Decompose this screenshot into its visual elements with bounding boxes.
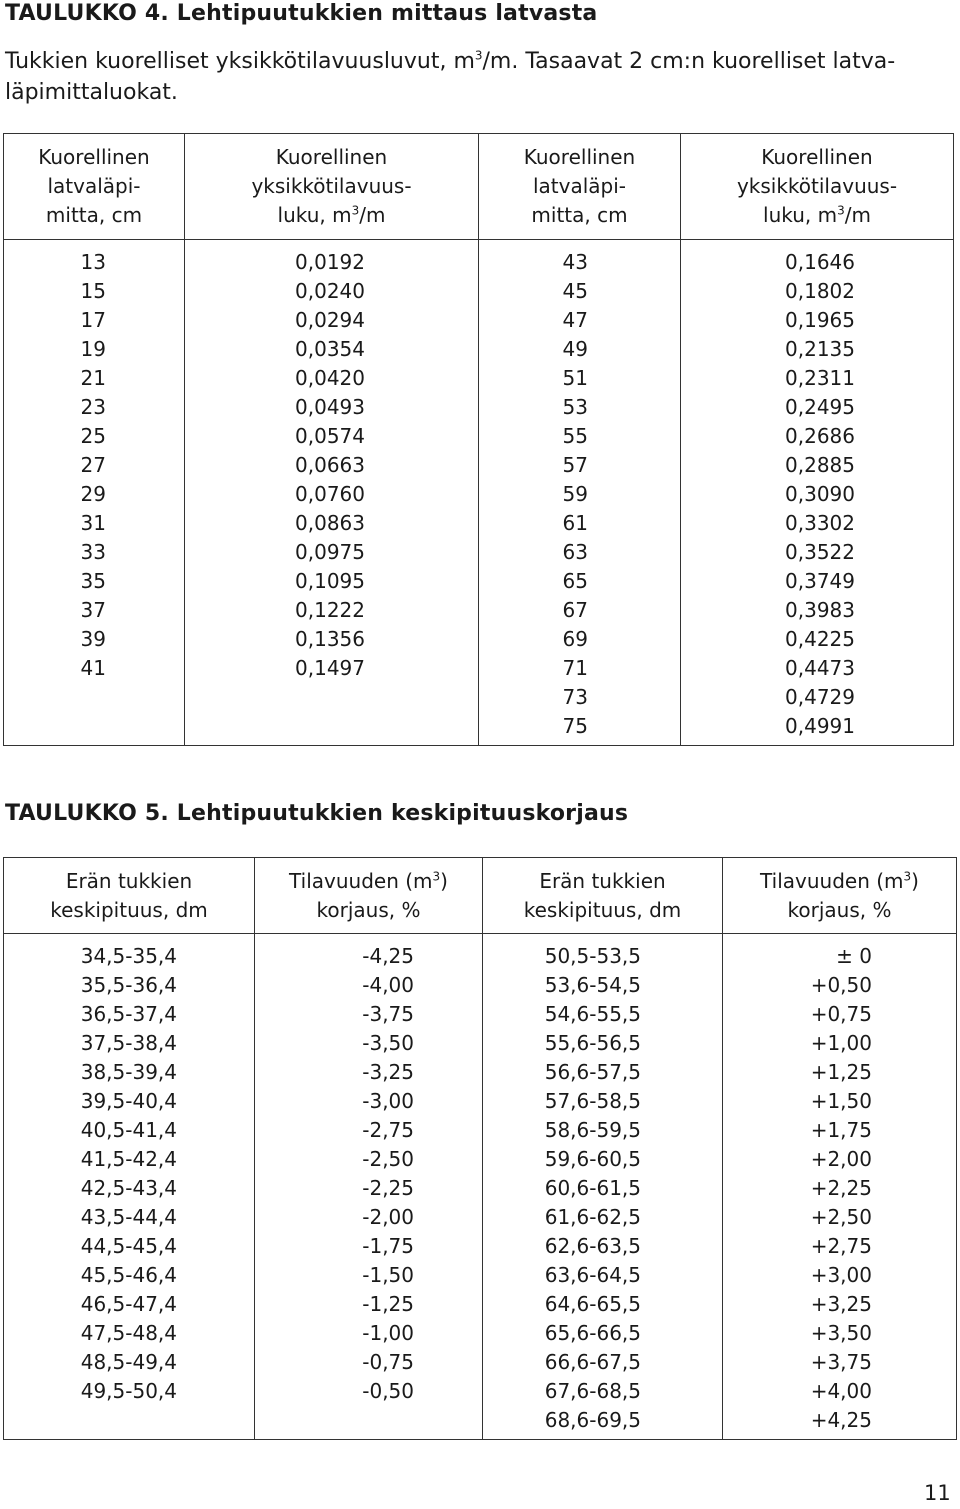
table4-cell: [4, 712, 185, 746]
table5-row: [4, 971, 957, 1000]
table5-row: [4, 1290, 957, 1319]
table4-row: [4, 596, 954, 625]
table5-cell: +3,00: [723, 1261, 957, 1290]
table4-cell: 0,3983: [681, 596, 954, 625]
table4-cell: 0,1965: [681, 306, 954, 335]
table5-cell: +0,50: [723, 971, 957, 1000]
table4-row: [4, 509, 954, 538]
table5-cell: -1,75: [255, 1232, 483, 1261]
table4-cell: [4, 683, 185, 712]
table5-row: [4, 1087, 957, 1116]
table4-cell: 19: [4, 335, 185, 364]
table5-header-length-1: Erän tukkien keskipituus, dm: [4, 858, 255, 934]
table5-cell: +2,00: [723, 1145, 957, 1174]
table5-cell: 35,5-36,4: [4, 971, 255, 1000]
table5-cell: -2,50: [255, 1145, 483, 1174]
table4-row: [4, 683, 954, 712]
table5-cell: 54,6-55,5: [483, 1000, 723, 1029]
table5-cell: 61,6-62,5: [483, 1203, 723, 1232]
table5-row: [4, 1319, 957, 1348]
table4-cell: 55: [479, 422, 681, 451]
table5-cell: [255, 1406, 483, 1440]
table4-cell: 0,4991: [681, 712, 954, 746]
table5: [3, 857, 957, 1440]
table4-cell: 0,0863: [185, 509, 479, 538]
table4-cell: 0,2885: [681, 451, 954, 480]
table5-row: [4, 1116, 957, 1145]
table4-cell: 23: [4, 393, 185, 422]
table5-cell: -0,75: [255, 1348, 483, 1377]
table4-cell: 0,0975: [185, 538, 479, 567]
table5-row: [4, 1058, 957, 1087]
table4-cell: 0,1095: [185, 567, 479, 596]
page-number: 11: [924, 1481, 951, 1505]
table4-cell: 0,0192: [185, 240, 479, 278]
table5-cell: 59,6-60,5: [483, 1145, 723, 1174]
table4-row: [4, 364, 954, 393]
table5-cell: 56,6-57,5: [483, 1058, 723, 1087]
table5-cell: -1,00: [255, 1319, 483, 1348]
table5-body: [4, 934, 957, 1440]
table5-cell: +1,50: [723, 1087, 957, 1116]
table5-row: [4, 1348, 957, 1377]
table4-row: [4, 240, 954, 278]
table5-row: [4, 1029, 957, 1058]
table5-cell: 42,5-43,4: [4, 1174, 255, 1203]
table4-cell: 73: [479, 683, 681, 712]
table5-cell: 38,5-39,4: [4, 1058, 255, 1087]
table5-cell: +0,75: [723, 1000, 957, 1029]
table5-cell: -3,00: [255, 1087, 483, 1116]
table4-header-diameter-1: Kuorellinen latvaläpi- mitta, cm: [4, 134, 185, 240]
table4-cell: 57: [479, 451, 681, 480]
table4-cell: 31: [4, 509, 185, 538]
table4-cell: 37: [4, 596, 185, 625]
table4-cell: 0,0354: [185, 335, 479, 364]
table4-cell: 63: [479, 538, 681, 567]
table4-cell: 61: [479, 509, 681, 538]
table4-body: [4, 240, 954, 746]
table5-cell: -2,00: [255, 1203, 483, 1232]
table4-row: [4, 480, 954, 509]
table4-cell: 17: [4, 306, 185, 335]
table4-cell: 0,1802: [681, 277, 954, 306]
table4-cell: 27: [4, 451, 185, 480]
table5-cell: -1,25: [255, 1290, 483, 1319]
table5-cell: 66,6-67,5: [483, 1348, 723, 1377]
table5-cell: +3,75: [723, 1348, 957, 1377]
table5-cell: 65,6-66,5: [483, 1319, 723, 1348]
table5-cell: -3,25: [255, 1058, 483, 1087]
table4-cell: 0,1222: [185, 596, 479, 625]
table4-cell: 51: [479, 364, 681, 393]
table5-cell: 68,6-69,5: [483, 1406, 723, 1440]
table5-cell: -1,50: [255, 1261, 483, 1290]
table5-cell: 44,5-45,4: [4, 1232, 255, 1261]
table4-cell: 65: [479, 567, 681, 596]
table4-row: [4, 277, 954, 306]
table4-cell: 0,3090: [681, 480, 954, 509]
table5-cell: 45,5-46,4: [4, 1261, 255, 1290]
table4-cell: 0,2495: [681, 393, 954, 422]
table4-cell: 0,4473: [681, 654, 954, 683]
table4-cell: 0,1497: [185, 654, 479, 683]
table5-cell: 39,5-40,4: [4, 1087, 255, 1116]
table5-cell: 41,5-42,4: [4, 1145, 255, 1174]
table4-cell: 0,0493: [185, 393, 479, 422]
table4-title: TAULUKKO 4. Lehtipuutukkien mittaus latvasta: [5, 1, 598, 26]
table5-cell: +3,25: [723, 1290, 957, 1319]
table4-cell: 0,0294: [185, 306, 479, 335]
table4-cell: 0,0240: [185, 277, 479, 306]
table5-row: [4, 1145, 957, 1174]
table4-header-volume-1: Kuorellinen yksikkötilavuus- luku, $m^3/m$: [185, 134, 479, 240]
table5-cell: 55,6-56,5: [483, 1029, 723, 1058]
table5-cell: +2,25: [723, 1174, 957, 1203]
table4-cell: 25: [4, 422, 185, 451]
table4-row: [4, 393, 954, 422]
table5-title: TAULUKKO 5. Lehtipuutukkien keskipituuskorjaus: [5, 801, 629, 826]
table4-cell: 47: [479, 306, 681, 335]
table4-cell: 33: [4, 538, 185, 567]
table5-cell: -0,50: [255, 1377, 483, 1406]
table4-cell: 71: [479, 654, 681, 683]
table5-row: [4, 1232, 957, 1261]
table5-cell: -3,50: [255, 1029, 483, 1058]
table5-cell: 49,5-50,4: [4, 1377, 255, 1406]
table4-cell: 21: [4, 364, 185, 393]
table4-cell: 43: [479, 240, 681, 278]
table5-cell: +1,00: [723, 1029, 957, 1058]
table4-intro: Tukkien kuorelliset yksikkötilavuusluvut, $m^3/m$. Tasaavat 2 cm:n kuorelliset latva-läpimittaluokat.: [5, 48, 896, 105]
table4-row: [4, 451, 954, 480]
table4-cell: 0,2686: [681, 422, 954, 451]
table4-cell: 0,1356: [185, 625, 479, 654]
table4-cell: 0,3749: [681, 567, 954, 596]
table5-cell: 60,6-61,5: [483, 1174, 723, 1203]
table4-cell: 29: [4, 480, 185, 509]
table5-cell: 34,5-35,4: [4, 934, 255, 972]
table4-cell: 0,0663: [185, 451, 479, 480]
table5-cell: 37,5-38,4: [4, 1029, 255, 1058]
table5-cell: +1,75: [723, 1116, 957, 1145]
table5-cell: [4, 1406, 255, 1440]
table4-cell: 0,0420: [185, 364, 479, 393]
table5-header-correction-1: Tilavuuden $(m^3)$ korjaus, %: [255, 858, 483, 934]
table5-row: [4, 1000, 957, 1029]
table5-cell: -4,00: [255, 971, 483, 1000]
table4-cell: [185, 712, 479, 746]
table4-cell: 35: [4, 567, 185, 596]
table5-cell: 48,5-49,4: [4, 1348, 255, 1377]
table5-row: [4, 1261, 957, 1290]
table5-cell: +2,75: [723, 1232, 957, 1261]
table4-cell: 0,3302: [681, 509, 954, 538]
table5-cell: 67,6-68,5: [483, 1377, 723, 1406]
table5-cell: 64,6-65,5: [483, 1290, 723, 1319]
table5-cell: 63,6-64,5: [483, 1261, 723, 1290]
table4-row: [4, 306, 954, 335]
table5-cell: -2,75: [255, 1116, 483, 1145]
table5-cell: 62,6-63,5: [483, 1232, 723, 1261]
table4-cell: 0,2311: [681, 364, 954, 393]
table4-cell: [185, 683, 479, 712]
table4-row: [4, 422, 954, 451]
table4-cell: 0,1646: [681, 240, 954, 278]
table4-cell: 13: [4, 240, 185, 278]
table4-header-diameter-2: Kuorellinen latvaläpi- mitta, cm: [479, 134, 681, 240]
table4-cell: 69: [479, 625, 681, 654]
table4-row: [4, 654, 954, 683]
table5-cell: 58,6-59,5: [483, 1116, 723, 1145]
table4-cell: 53: [479, 393, 681, 422]
table4: [3, 133, 954, 746]
table5-header-row: [4, 858, 957, 934]
table4-row: [4, 625, 954, 654]
table5-cell: 46,5-47,4: [4, 1290, 255, 1319]
table5-cell: 53,6-54,5: [483, 971, 723, 1000]
table5-cell: +4,00: [723, 1377, 957, 1406]
table5-cell: -4,25: [255, 934, 483, 972]
table4-cell: 0,2135: [681, 335, 954, 364]
table4-cell: 0,4729: [681, 683, 954, 712]
table4-header-volume-2: Kuorellinen yksikkötilavuus- luku, $m^3/m$: [681, 134, 954, 240]
table5-row: [4, 934, 957, 972]
table4-row: [4, 567, 954, 596]
table5-cell: -3,75: [255, 1000, 483, 1029]
table4-row: [4, 538, 954, 567]
table4-cell: 67: [479, 596, 681, 625]
table4-cell: 0,0760: [185, 480, 479, 509]
table5-row: [4, 1203, 957, 1232]
table5-row: [4, 1174, 957, 1203]
table5-cell: 47,5-48,4: [4, 1319, 255, 1348]
table4-cell: 49: [479, 335, 681, 364]
table5-cell: +3,50: [723, 1319, 957, 1348]
table4-cell: 0,3522: [681, 538, 954, 567]
table5-row: [4, 1377, 957, 1406]
table4-row: [4, 712, 954, 746]
table5-cell: 57,6-58,5: [483, 1087, 723, 1116]
table5-row: [4, 1406, 957, 1440]
table4-cell: 45: [479, 277, 681, 306]
table5-header-length-2: Erän tukkien keskipituus, dm: [483, 858, 723, 934]
table5-cell: +2,50: [723, 1203, 957, 1232]
table4-cell: 41: [4, 654, 185, 683]
table4-cell: 39: [4, 625, 185, 654]
table5-cell: 40,5-41,4: [4, 1116, 255, 1145]
table5-cell: 50,5-53,5: [483, 934, 723, 972]
table5-cell: 36,5-37,4: [4, 1000, 255, 1029]
table4-header-row: [4, 134, 954, 240]
table4-cell: 75: [479, 712, 681, 746]
table4-row: [4, 335, 954, 364]
table5-header-correction-2: Tilavuuden $(m^3)$ korjaus, %: [723, 858, 957, 934]
table5-cell: ± 0: [723, 934, 957, 972]
table5-cell: +1,25: [723, 1058, 957, 1087]
table5-cell: 43,5-44,4: [4, 1203, 255, 1232]
table4-cell: 0,4225: [681, 625, 954, 654]
table5-cell: -2,25: [255, 1174, 483, 1203]
table4-cell: 59: [479, 480, 681, 509]
table4-cell: 15: [4, 277, 185, 306]
table5-cell: +4,25: [723, 1406, 957, 1440]
table4-cell: 0,0574: [185, 422, 479, 451]
